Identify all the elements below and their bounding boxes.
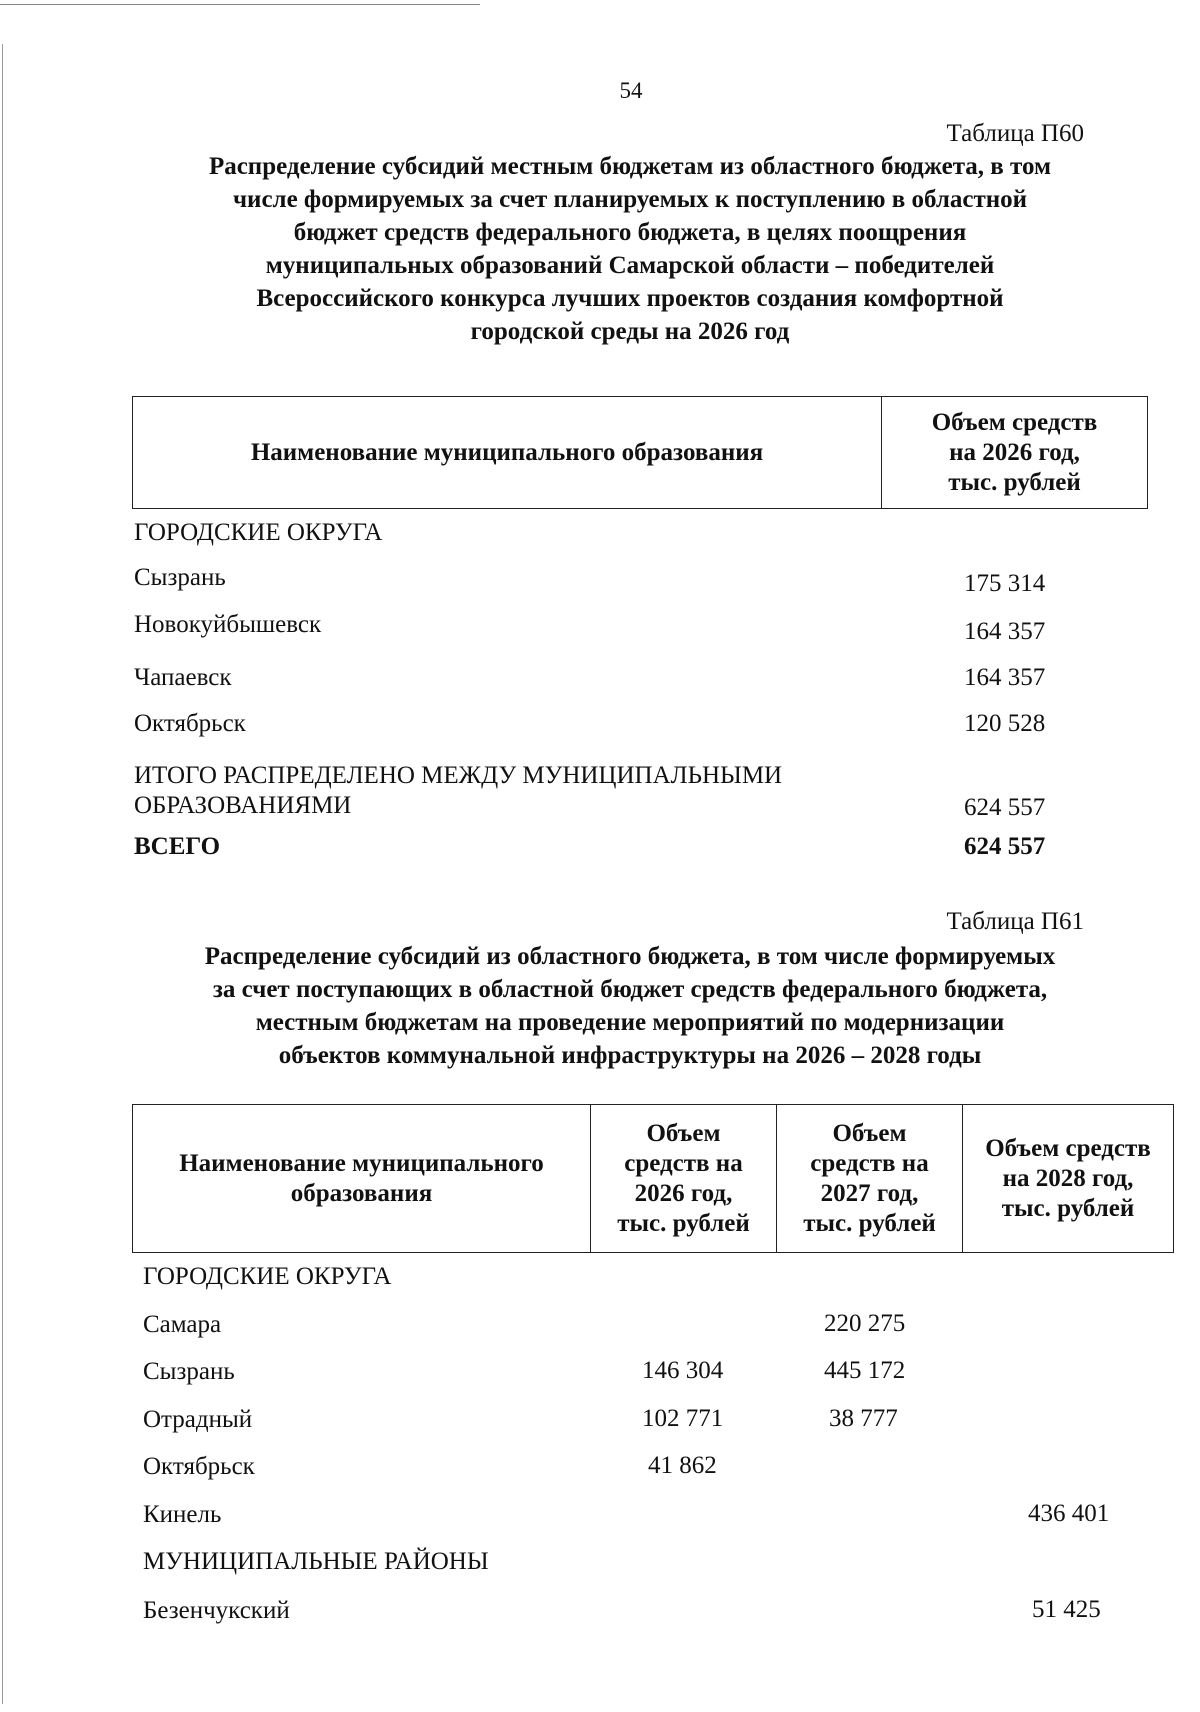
table-cell-2027: 445 172: [824, 1357, 906, 1384]
table-row-name: Октябрьск: [134, 710, 246, 737]
scan-artifact-top: [0, 4, 480, 5]
total-distributed-label: [134, 761, 782, 821]
section-urban-districts: ГОРОДСКИЕ ОКРУГА: [134, 519, 383, 546]
table-cell-2026: 102 771: [642, 1405, 724, 1432]
header-line: Объем: [646, 1119, 721, 1147]
table-row-name: Октябрьск: [143, 1453, 255, 1480]
table-p60-label: Таблица П60: [946, 120, 1084, 147]
section-urban-districts: ГОРОДСКИЕ ОКРУГА: [143, 1263, 392, 1290]
header-line: средств на: [624, 1149, 743, 1177]
table-p61-header: [132, 1104, 1174, 1253]
table-p60-title-line: городской среды на 2026 год: [470, 318, 790, 345]
total-distributed-line: ОБРАЗОВАНИЯМИ: [134, 792, 352, 819]
grand-total-label: ВСЕГО: [134, 833, 221, 860]
table-row-value: 164 357: [964, 664, 1046, 691]
table-row-name: Новокуйбышевск: [134, 611, 322, 638]
table-row-name: Сызрань: [143, 1358, 235, 1385]
header-line: тыс. рублей: [948, 468, 1081, 496]
header-volume-2027: [777, 1105, 963, 1253]
table-row-name: Сызрань: [134, 564, 226, 591]
table-p60-title-line: числе формируемых за счет планируемых к поступлению в областной: [232, 186, 1028, 213]
header-line: Объем средств: [931, 408, 1098, 436]
header-line: тыс. рублей: [1001, 1194, 1135, 1222]
table-row-value: 164 357: [964, 618, 1046, 645]
table-row-name: Безенчукский: [143, 1597, 290, 1624]
header-line: Объем средств: [985, 1134, 1151, 1162]
table-p61-title-line: местным бюджетам на проведение мероприятий по модернизации: [255, 1009, 1005, 1036]
table-cell-2027: 220 275: [824, 1310, 906, 1337]
header-line: Объем: [832, 1119, 907, 1147]
total-distributed-line: ИТОГО РАСПРЕДЕЛЕНО МЕЖДУ МУНИЦИПАЛЬНЫМИ: [134, 762, 783, 789]
table-p61-label: Таблица П61: [946, 908, 1084, 935]
header-volume-2026: [882, 397, 1148, 509]
header-line: 2026 год,: [634, 1179, 733, 1207]
header-line: Наименование муниципального: [179, 1149, 544, 1177]
table-p61-title-line: Распределение субсидий из областного бюджета, в том числе формируемых: [204, 943, 1056, 970]
table-row-name: Отрадный: [143, 1406, 253, 1433]
page-number: 54: [619, 78, 643, 103]
table-cell-2028: 51 425: [1032, 1596, 1101, 1623]
grand-total-value: 624 557: [964, 833, 1046, 860]
table-row-value: 175 314: [964, 570, 1046, 597]
table-p61-title-line: за счет поступающих в областной бюджет средств федерального бюджета,: [212, 976, 1048, 1003]
table-cell-2028: 436 401: [1028, 1500, 1110, 1527]
header-municipality-name: Наименование муниципального образования: [133, 397, 882, 509]
table-p60-title: [130, 150, 1130, 348]
table-p60-title-line: Всероссийского конкурса лучших проектов создания комфортной: [256, 285, 1004, 312]
header-line: средств на: [810, 1149, 929, 1177]
header-line: образования: [290, 1179, 433, 1207]
table-row-name: Самара: [143, 1311, 222, 1338]
total-distributed-value: 624 557: [964, 794, 1046, 821]
table-p61-title-line: объектов коммунальной инфраструктуры на 2026 – 2028 годы: [278, 1042, 982, 1069]
scan-page-edge: [2, 44, 3, 1704]
table-p60-title-line: муниципальных образований Самарской области – победителей: [265, 252, 995, 279]
table-row-name: Чапаевск: [134, 664, 232, 691]
table-p60-title-line: бюджет средств федерального бюджета, в целях поощрения: [293, 219, 967, 246]
section-municipal-districts: МУНИЦИПАЛЬНЫЕ РАЙОНЫ: [143, 1548, 489, 1575]
table-p60-header: [132, 396, 1148, 509]
table-p61-title: [130, 940, 1130, 1072]
table-cell-2026: 146 304: [642, 1357, 724, 1384]
header-line: 2027 год,: [820, 1179, 919, 1207]
table-row-value: 120 528: [964, 710, 1046, 737]
header-volume-2028: [963, 1105, 1174, 1253]
table-cell-2027: 38 777: [829, 1405, 898, 1432]
header-volume-2026: [591, 1105, 777, 1253]
header-line: тыс. рублей: [803, 1209, 936, 1237]
table-row-name: Кинель: [143, 1501, 222, 1528]
header-line: тыс. рублей: [617, 1209, 750, 1237]
table-cell-2026: 41 862: [648, 1452, 717, 1479]
header-line: на 2026 год,: [949, 438, 1080, 466]
header-line: на 2028 год,: [1002, 1164, 1134, 1192]
table-p60-title-line: Распределение субсидий местным бюджетам из областного бюджета, в том: [208, 153, 1052, 180]
header-municipality-name: [133, 1105, 591, 1253]
